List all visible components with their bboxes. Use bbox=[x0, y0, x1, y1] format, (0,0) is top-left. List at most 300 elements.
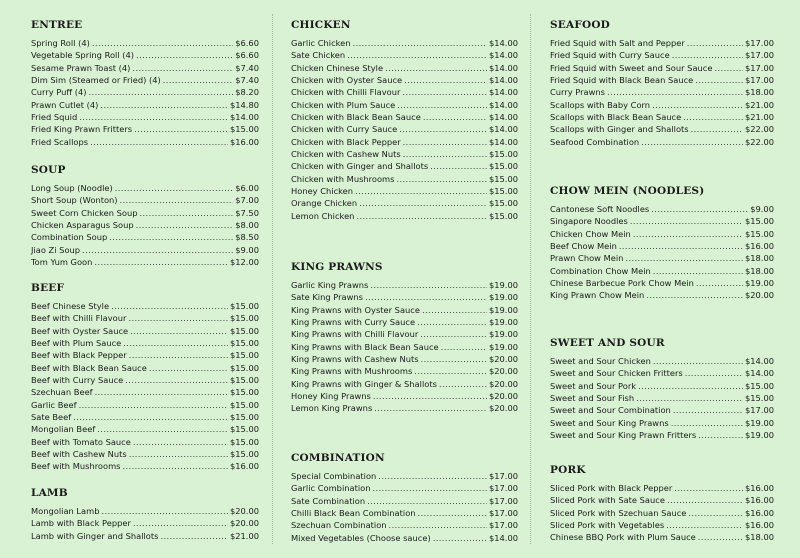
item-price: $16.00 bbox=[229, 136, 259, 147]
menu-item bbox=[550, 62, 774, 74]
menu-item bbox=[291, 74, 518, 86]
item-price: $19.00 bbox=[744, 417, 774, 428]
item-name: Sweet and Sour Chicken Fritters bbox=[550, 368, 683, 379]
item-name: Sliced Pork with Vegetables bbox=[550, 520, 665, 531]
dot-leader bbox=[636, 392, 743, 404]
menu-item bbox=[31, 86, 259, 98]
item-price: $15.00 bbox=[229, 399, 259, 410]
menu-item bbox=[550, 355, 774, 367]
menu-item bbox=[550, 215, 774, 227]
dot-leader bbox=[688, 507, 743, 519]
item-name: Dim Sim (Steamed or Fried) (4) bbox=[31, 75, 161, 86]
dot-leader bbox=[123, 337, 228, 349]
item-name: King Prawns with Ginger & Shallots bbox=[291, 378, 437, 389]
menu-item bbox=[291, 279, 518, 291]
menu-item bbox=[31, 423, 259, 435]
item-name: Tom Yum Goon bbox=[31, 257, 93, 268]
item-name: Lemon King Prawns bbox=[291, 403, 373, 414]
item-name: Combination Chow Mein bbox=[550, 265, 651, 276]
dot-leader bbox=[90, 136, 228, 148]
item-price: $16.00 bbox=[744, 520, 774, 531]
item-price: $14.00 bbox=[488, 87, 518, 98]
dot-leader bbox=[73, 411, 228, 423]
item-name: Combination Soup bbox=[31, 232, 108, 243]
item-price: $21.00 bbox=[229, 530, 259, 541]
menu-section bbox=[291, 19, 518, 222]
item-name: Curry Puff (4) bbox=[31, 87, 87, 98]
menu-item bbox=[31, 111, 259, 123]
menu-item bbox=[31, 349, 259, 361]
menu-item bbox=[550, 417, 774, 429]
item-name: Sweet and Sour Combination bbox=[550, 405, 671, 416]
menu-column bbox=[291, 0, 518, 558]
item-price: $15.00 bbox=[488, 161, 518, 172]
dot-leader bbox=[79, 111, 228, 123]
item-price: $14.00 bbox=[229, 112, 259, 123]
item-price: $14.00 bbox=[488, 75, 518, 86]
dot-leader bbox=[374, 402, 487, 414]
dot-leader bbox=[399, 123, 487, 135]
menu-item bbox=[550, 74, 774, 86]
menu-item bbox=[31, 517, 259, 529]
menu-item bbox=[31, 300, 259, 312]
item-name: Chicken with Oyster Sauce bbox=[291, 75, 403, 86]
menu-item bbox=[291, 495, 518, 507]
menu-item bbox=[31, 244, 259, 256]
item-price: $19.00 bbox=[488, 341, 518, 352]
item-price: $7.40 bbox=[235, 75, 259, 86]
menu-item bbox=[31, 256, 259, 268]
item-name: Sesame Prawn Toast (4) bbox=[31, 62, 131, 73]
item-price: $16.00 bbox=[744, 507, 774, 518]
item-price: $14.00 bbox=[488, 136, 518, 147]
dot-leader bbox=[607, 86, 743, 98]
section-title: PORK bbox=[550, 464, 586, 476]
menu-item bbox=[31, 136, 259, 148]
item-name: Garlic Chicken bbox=[291, 38, 351, 48]
menu-item bbox=[31, 448, 259, 460]
item-price: $15.00 bbox=[229, 338, 259, 349]
dot-leader bbox=[133, 517, 228, 529]
item-price: $19.00 bbox=[488, 317, 518, 328]
dot-leader bbox=[129, 448, 228, 460]
item-price: $17.00 bbox=[488, 483, 518, 494]
dot-leader bbox=[714, 62, 743, 74]
item-name: Chicken with Cashew Nuts bbox=[291, 149, 401, 160]
dot-leader bbox=[111, 300, 228, 312]
menu-item bbox=[31, 207, 259, 219]
item-price: $14.00 bbox=[488, 38, 518, 48]
dot-leader bbox=[666, 519, 743, 531]
dot-leader bbox=[646, 289, 743, 301]
dot-leader bbox=[687, 37, 743, 49]
menu-item bbox=[31, 505, 259, 517]
item-price: $17.00 bbox=[488, 495, 518, 506]
item-price: $17.00 bbox=[744, 62, 774, 73]
menu-item bbox=[291, 37, 518, 49]
item-price: $14.00 bbox=[488, 112, 518, 123]
item-name: Mongolian Beef bbox=[31, 424, 96, 435]
menu-item bbox=[550, 123, 774, 135]
dot-leader bbox=[134, 123, 228, 135]
item-price: $17.00 bbox=[488, 471, 518, 481]
dot-leader bbox=[95, 386, 228, 398]
dot-leader bbox=[163, 74, 233, 86]
item-price: $21.00 bbox=[744, 112, 774, 123]
item-price: $14.00 bbox=[744, 368, 774, 379]
menu-item bbox=[31, 337, 259, 349]
item-name: Lamb with Ginger and Shallots bbox=[31, 530, 159, 541]
item-price: $15.00 bbox=[229, 387, 259, 398]
menu-item bbox=[550, 380, 774, 392]
menu-item bbox=[291, 136, 518, 148]
menu-item bbox=[291, 123, 518, 135]
dot-leader bbox=[389, 519, 487, 531]
menu-item bbox=[31, 312, 259, 324]
item-price: $20.00 bbox=[229, 518, 259, 529]
item-price: $14.00 bbox=[488, 124, 518, 135]
item-name: Seafood Combination bbox=[550, 136, 640, 147]
item-price: $14.00 bbox=[488, 62, 518, 73]
menu-item bbox=[550, 49, 774, 61]
dot-leader bbox=[653, 355, 743, 367]
dot-leader bbox=[439, 378, 487, 390]
dot-leader bbox=[132, 62, 233, 74]
item-price: $15.00 bbox=[488, 198, 518, 209]
dot-leader bbox=[353, 37, 487, 49]
section-title: ENTREE bbox=[31, 19, 83, 31]
item-price: $15.00 bbox=[229, 375, 259, 386]
item-price: $20.00 bbox=[229, 506, 259, 516]
section-title: SOUP bbox=[31, 164, 66, 176]
item-name: Curry Prawns bbox=[550, 87, 605, 98]
item-price: $15.00 bbox=[229, 424, 259, 435]
item-name: Sweet and Sour Chicken bbox=[550, 356, 651, 366]
item-name: Sweet Corn Chicken Soup bbox=[31, 207, 138, 218]
item-name: Prawn Cutlet (4) bbox=[31, 99, 99, 110]
dot-leader bbox=[356, 210, 487, 222]
menu-item bbox=[291, 148, 518, 160]
item-price: $15.00 bbox=[229, 362, 259, 373]
item-price: $9.00 bbox=[235, 244, 259, 255]
item-price: $19.00 bbox=[488, 329, 518, 340]
dot-leader bbox=[122, 460, 227, 472]
item-price: $14.00 bbox=[488, 99, 518, 110]
menu-item bbox=[31, 436, 259, 448]
item-name: Beef with Tomato Sauce bbox=[31, 436, 131, 447]
dot-leader bbox=[129, 349, 228, 361]
item-price: $22.00 bbox=[744, 124, 774, 135]
item-name: Fried Squid with Sweet and Sour Sauce bbox=[550, 62, 713, 73]
item-name: Cantonese Soft Noodles bbox=[550, 204, 650, 214]
menu-item bbox=[291, 185, 518, 197]
item-price: $15.00 bbox=[229, 412, 259, 423]
dot-leader bbox=[638, 380, 743, 392]
item-price: $18.00 bbox=[744, 265, 774, 276]
item-name: Sweet and Sour Fish bbox=[550, 393, 635, 404]
dot-leader bbox=[120, 194, 234, 206]
item-name: Fried Scallops bbox=[31, 136, 89, 147]
menu-section bbox=[550, 464, 774, 544]
item-name: Chicken with Black Bean Sauce bbox=[291, 112, 421, 123]
menu-item bbox=[550, 392, 774, 404]
menu-section bbox=[31, 487, 259, 542]
menu-item bbox=[550, 482, 774, 494]
item-price: $20.00 bbox=[488, 378, 518, 389]
item-price: $6.00 bbox=[235, 183, 259, 193]
item-price: $15.00 bbox=[744, 228, 774, 239]
item-name: Scallops with Baby Corn bbox=[550, 99, 651, 110]
menu-section bbox=[550, 185, 774, 302]
item-price: $17.00 bbox=[744, 38, 774, 48]
item-price: $16.00 bbox=[229, 461, 259, 472]
dot-leader bbox=[619, 240, 743, 252]
menu-item bbox=[31, 99, 259, 111]
dot-leader bbox=[373, 390, 487, 402]
item-price: $20.00 bbox=[488, 403, 518, 414]
menu-item bbox=[291, 365, 518, 377]
section-title: COMBINATION bbox=[291, 452, 385, 464]
dot-leader bbox=[651, 203, 748, 215]
menu-item bbox=[550, 111, 774, 123]
item-name: King Prawns with Mushrooms bbox=[291, 366, 413, 377]
item-price: $15.00 bbox=[229, 449, 259, 460]
menu-item bbox=[550, 277, 774, 289]
menu-item bbox=[291, 341, 518, 353]
item-name: Spring Roll (4) bbox=[31, 38, 90, 48]
item-price: $15.00 bbox=[744, 216, 774, 227]
dot-leader bbox=[378, 470, 487, 482]
item-price: $9.00 bbox=[750, 204, 774, 214]
item-price: $20.00 bbox=[744, 290, 774, 301]
item-price: $17.00 bbox=[488, 520, 518, 531]
menu-item bbox=[550, 404, 774, 416]
item-name: Long Soup (Noodle) bbox=[31, 183, 113, 193]
item-price: $17.00 bbox=[744, 75, 774, 86]
item-name: Short Soup (Wonton) bbox=[31, 195, 118, 206]
menu-item bbox=[31, 374, 259, 386]
dot-leader bbox=[433, 532, 487, 544]
dot-leader bbox=[421, 353, 487, 365]
menu-item bbox=[31, 362, 259, 374]
menu-item bbox=[291, 378, 518, 390]
menu-item bbox=[291, 160, 518, 172]
dot-leader bbox=[79, 399, 228, 411]
menu-section bbox=[291, 261, 518, 415]
item-name: Sate King Prawns bbox=[291, 292, 363, 303]
item-name: Szechuan Combination bbox=[291, 520, 387, 531]
dot-leader bbox=[365, 291, 487, 303]
menu-item bbox=[550, 367, 774, 379]
menu-item bbox=[291, 470, 518, 482]
item-name: Honey King Prawns bbox=[291, 391, 371, 402]
menu-item bbox=[291, 507, 518, 519]
item-price: $17.00 bbox=[488, 508, 518, 519]
item-price: $15.00 bbox=[488, 149, 518, 160]
item-price: $7.00 bbox=[235, 195, 259, 206]
item-name: Fried Squid bbox=[31, 112, 78, 123]
item-name: Beef with Black Pepper bbox=[31, 350, 127, 361]
item-price: $15.00 bbox=[488, 210, 518, 221]
item-name: Singapore Noodles bbox=[550, 216, 628, 227]
menu-item bbox=[31, 399, 259, 411]
item-name: Sliced Pork with Sate Sauce bbox=[550, 495, 665, 506]
menu-item bbox=[550, 252, 774, 264]
dot-leader bbox=[115, 182, 234, 194]
menu-item bbox=[291, 210, 518, 222]
item-price: $18.00 bbox=[744, 253, 774, 264]
section-title: SWEET AND SOUR bbox=[550, 337, 665, 349]
dot-leader bbox=[370, 279, 487, 291]
dot-leader bbox=[385, 62, 487, 74]
item-price: $15.00 bbox=[488, 173, 518, 184]
dot-leader bbox=[359, 197, 487, 209]
dot-leader bbox=[97, 423, 228, 435]
item-name: Chicken Chinese Style bbox=[291, 62, 384, 73]
dot-leader bbox=[133, 436, 228, 448]
item-name: Sliced Pork with Black Pepper bbox=[550, 483, 673, 493]
item-price: $15.00 bbox=[488, 186, 518, 197]
menu-item bbox=[550, 99, 774, 111]
item-name: Chicken with Chilli Flavour bbox=[291, 87, 401, 98]
item-name: Chicken with Black Pepper bbox=[291, 136, 401, 147]
menu-section bbox=[550, 337, 774, 441]
item-price: $16.00 bbox=[744, 241, 774, 252]
item-name: Sate Combination bbox=[291, 495, 366, 506]
section-title: BEEF bbox=[31, 282, 65, 294]
item-price: $15.00 bbox=[229, 325, 259, 336]
menu-item bbox=[550, 86, 774, 98]
item-price: $15.00 bbox=[229, 350, 259, 361]
dot-leader bbox=[417, 316, 487, 328]
dot-leader bbox=[418, 507, 487, 519]
menu-item bbox=[291, 86, 518, 98]
item-price: $6.60 bbox=[235, 50, 259, 61]
dot-leader bbox=[698, 531, 743, 543]
item-price: $16.00 bbox=[744, 483, 774, 493]
dot-leader bbox=[630, 215, 743, 227]
dot-leader bbox=[109, 231, 233, 243]
menu-item bbox=[550, 289, 774, 301]
dot-leader bbox=[671, 417, 743, 429]
item-price: $21.00 bbox=[744, 99, 774, 110]
item-name: Fried Squid with Salt and Pepper bbox=[550, 38, 685, 48]
item-price: $14.80 bbox=[229, 99, 259, 110]
menu-item bbox=[550, 507, 774, 519]
item-name: Chilli Black Bean Combination bbox=[291, 508, 416, 519]
menu-item bbox=[550, 494, 774, 506]
item-name: Beef Chinese Style bbox=[31, 301, 110, 311]
dot-leader bbox=[653, 265, 743, 277]
item-name: Fried Squid with Black Bean Sauce bbox=[550, 75, 694, 86]
dot-leader bbox=[633, 228, 743, 240]
dot-leader bbox=[396, 173, 487, 185]
dot-leader bbox=[441, 341, 487, 353]
dot-leader bbox=[101, 505, 227, 517]
dot-leader bbox=[423, 111, 487, 123]
dot-leader bbox=[673, 404, 743, 416]
dot-leader bbox=[136, 49, 233, 61]
item-name: Garlic Beef bbox=[31, 399, 77, 410]
item-name: Garlic Combination bbox=[291, 483, 371, 494]
item-name: Beef with Cashew Nuts bbox=[31, 449, 127, 460]
section-title: CHICKEN bbox=[291, 19, 351, 31]
menu-item bbox=[31, 411, 259, 423]
item-name: Sate Beef bbox=[31, 412, 72, 423]
dot-leader bbox=[397, 99, 487, 111]
item-name: Beef with Chilli Flavour bbox=[31, 313, 127, 324]
dot-leader bbox=[149, 362, 228, 374]
menu-item bbox=[31, 194, 259, 206]
item-price: $15.00 bbox=[744, 380, 774, 391]
item-price: $12.00 bbox=[229, 257, 259, 268]
dot-leader bbox=[672, 49, 743, 61]
item-name: King Prawns with Chilli Flavour bbox=[291, 329, 419, 340]
column-divider bbox=[272, 14, 273, 544]
item-price: $18.00 bbox=[744, 87, 774, 98]
menu-item bbox=[291, 482, 518, 494]
dot-leader bbox=[94, 256, 228, 268]
section-title: LAMB bbox=[31, 487, 68, 499]
section-title: KING PRAWNS bbox=[291, 261, 383, 273]
menu-item bbox=[31, 460, 259, 472]
menu-item bbox=[31, 37, 259, 49]
dot-leader bbox=[373, 482, 487, 494]
item-price: $22.00 bbox=[744, 136, 774, 147]
item-price: $6.60 bbox=[235, 38, 259, 48]
dot-leader bbox=[420, 328, 487, 340]
menu-item bbox=[550, 429, 774, 441]
dot-leader bbox=[402, 86, 487, 98]
item-name: Chicken with Ginger and Shallots bbox=[291, 161, 429, 172]
item-price: $14.00 bbox=[488, 532, 518, 543]
item-price: $7.50 bbox=[235, 207, 259, 218]
item-price: $7.40 bbox=[235, 62, 259, 73]
item-name: Beef with Curry Sauce bbox=[31, 375, 124, 386]
item-name: Chinese BBQ Pork with Plum Sauce bbox=[550, 532, 696, 543]
item-price: $19.00 bbox=[744, 278, 774, 289]
dot-leader bbox=[82, 244, 233, 256]
menu-item bbox=[550, 519, 774, 531]
menu-section bbox=[31, 282, 259, 473]
item-name: King Prawns with Curry Sauce bbox=[291, 317, 416, 328]
dot-leader bbox=[696, 277, 743, 289]
menu-item bbox=[31, 386, 259, 398]
menu-item bbox=[291, 353, 518, 365]
item-name: Scallops with Ginger and Shallots bbox=[550, 124, 689, 135]
column-divider bbox=[530, 14, 531, 544]
dot-leader bbox=[683, 111, 743, 123]
item-name: Garlic King Prawns bbox=[291, 280, 369, 290]
item-price: $14.00 bbox=[488, 50, 518, 61]
dot-leader bbox=[652, 99, 743, 111]
item-name: Fried King Prawn Fritters bbox=[31, 124, 133, 135]
dot-leader bbox=[125, 374, 228, 386]
dot-leader bbox=[691, 123, 743, 135]
dot-leader bbox=[139, 207, 233, 219]
menu-item bbox=[31, 231, 259, 243]
dot-leader bbox=[404, 74, 487, 86]
menu-item bbox=[291, 316, 518, 328]
menu-item bbox=[291, 62, 518, 74]
item-name: Sweet and Sour King Prawns bbox=[550, 417, 669, 428]
menu-item bbox=[291, 291, 518, 303]
item-price: $15.00 bbox=[744, 393, 774, 404]
menu-section bbox=[550, 19, 774, 148]
dot-leader bbox=[695, 74, 743, 86]
item-price: $14.00 bbox=[744, 356, 774, 366]
dot-leader bbox=[403, 148, 487, 160]
